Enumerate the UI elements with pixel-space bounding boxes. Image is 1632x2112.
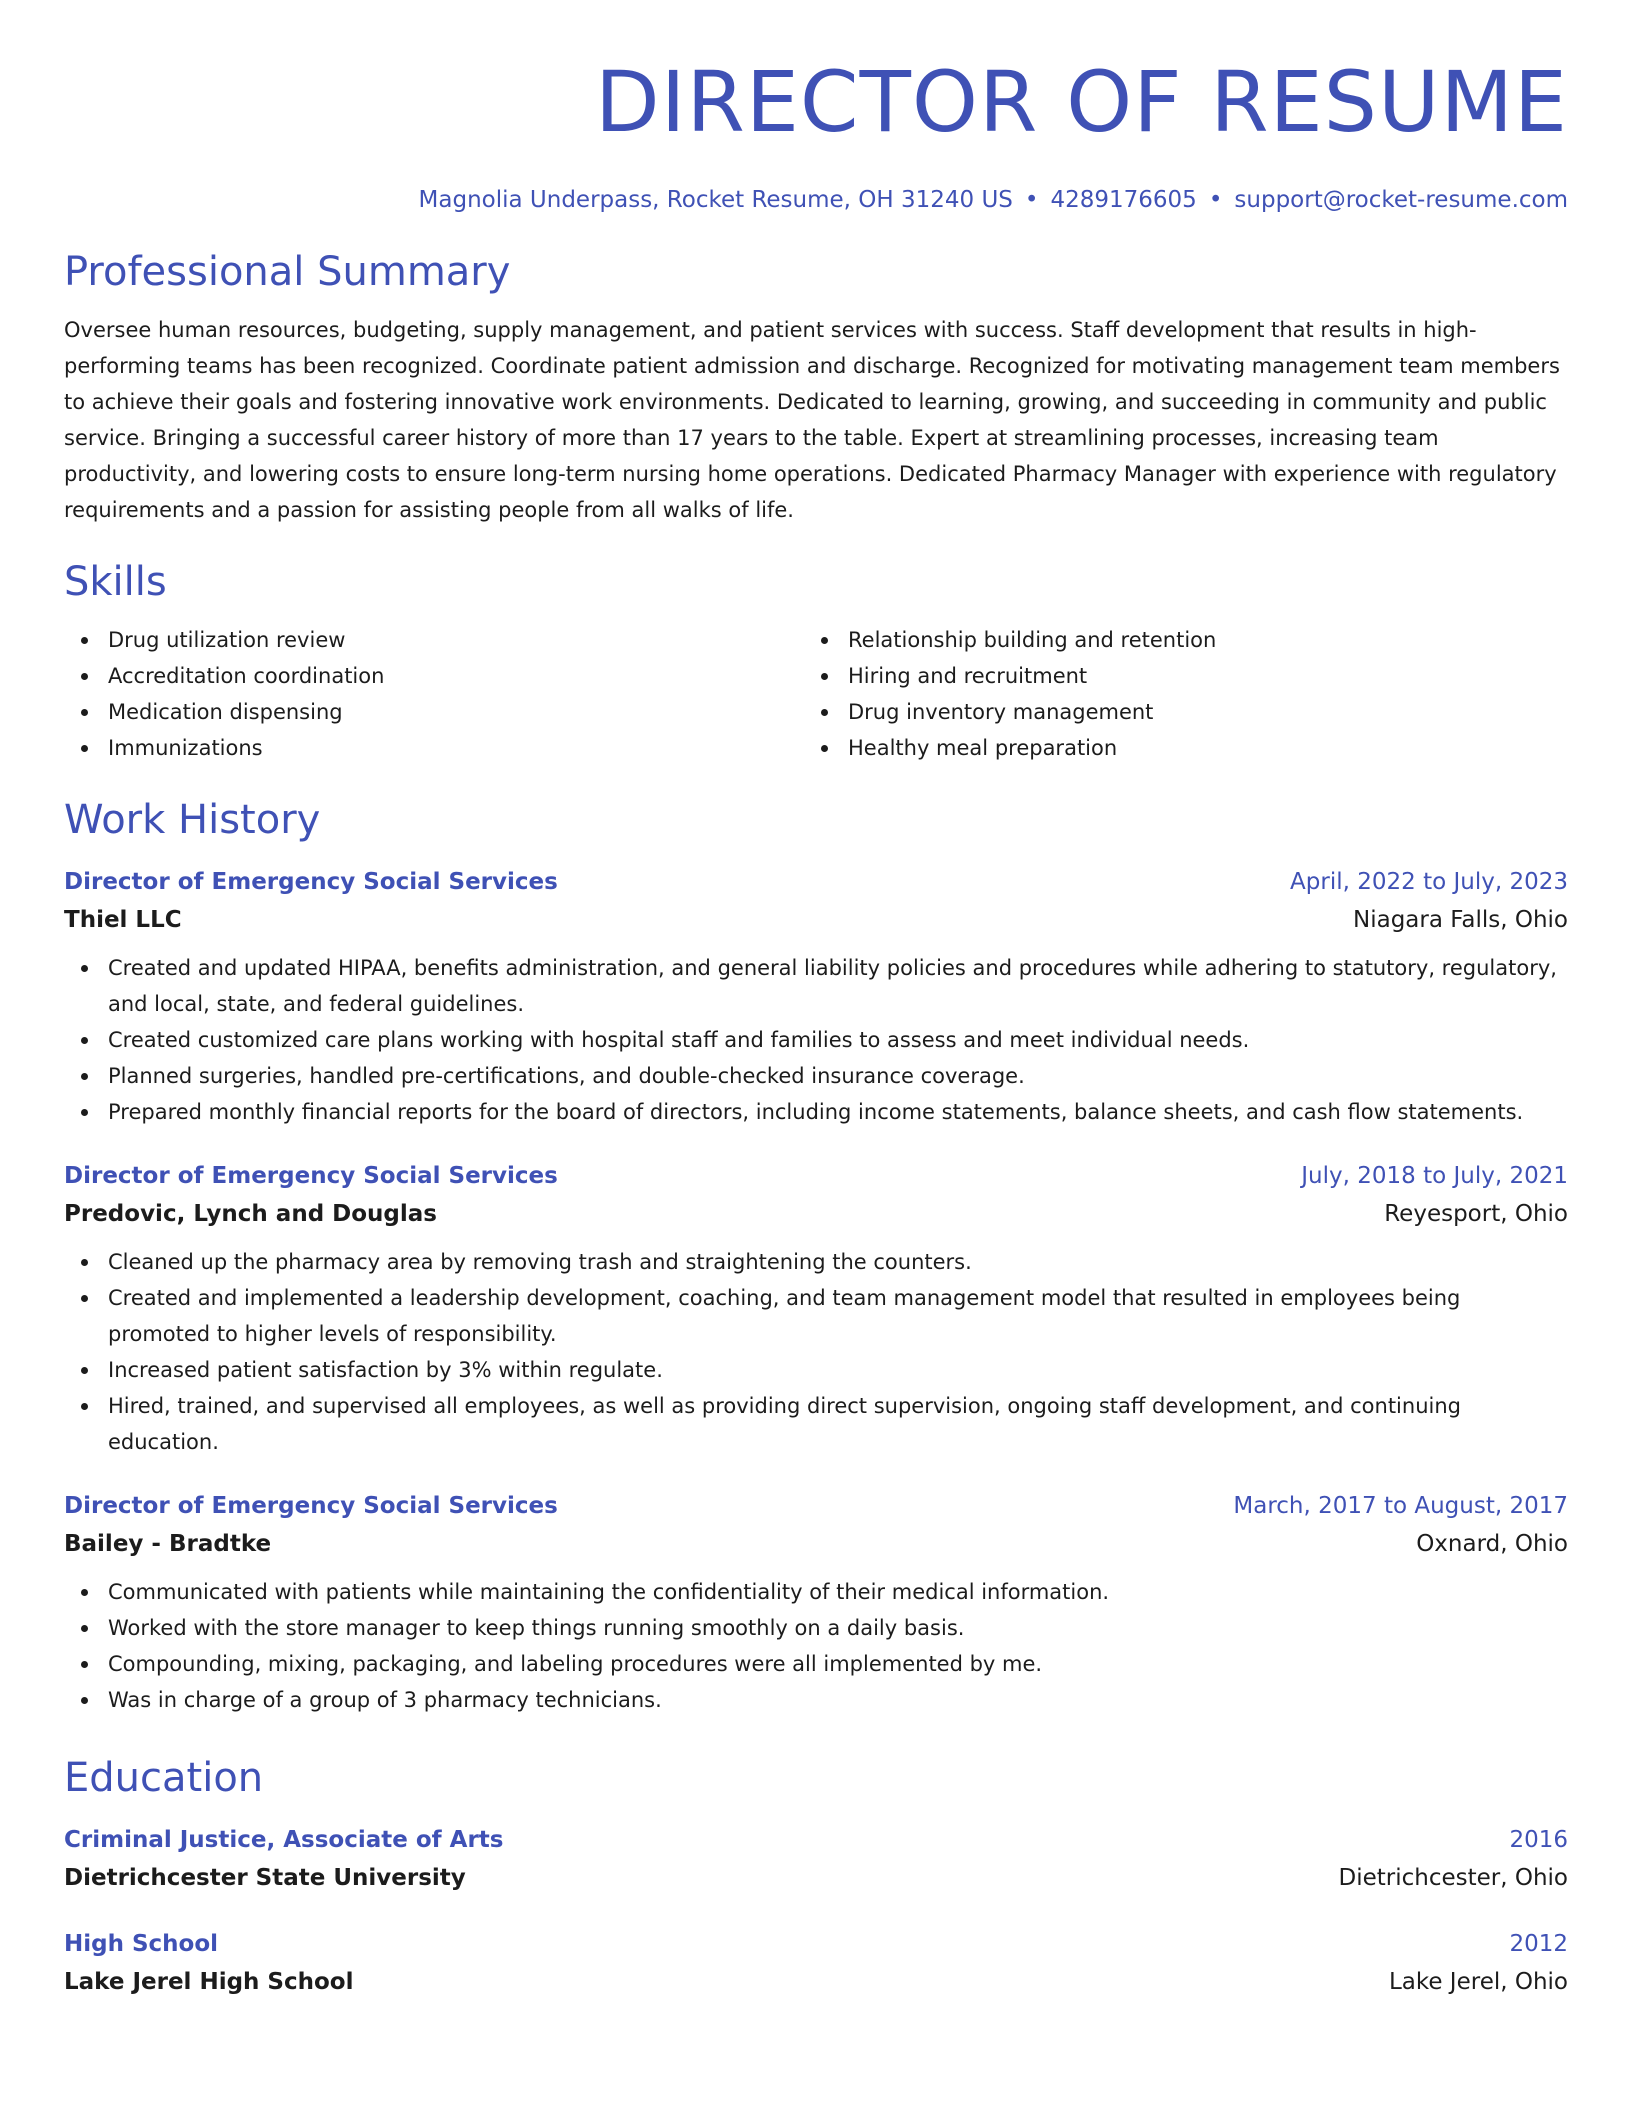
skill-item <box>804 658 1544 694</box>
job-bullet <box>64 950 1568 1022</box>
job-company: Bailey - Bradtke <box>64 1531 272 1557</box>
job-title: Director of Emergency Social Services <box>64 1493 558 1519</box>
job-company-row <box>64 1196 1568 1232</box>
education-school: Dietrichcester State University <box>64 1865 466 1891</box>
job-bullet-text: Was in charge of a group of 3 pharmacy technicians. <box>108 1688 662 1712</box>
job-bullet <box>64 1352 1568 1388</box>
section-title-education: Education <box>64 1755 264 1801</box>
job-bullet-text: Created customized care plans working with hospital staff and families to assess and meet individual needs. <box>108 1028 1250 1052</box>
education-entry <box>64 1822 1568 1896</box>
bullet-dot-icon <box>821 673 828 680</box>
education-year: 2012 <box>1509 1931 1568 1957</box>
education-school-row <box>64 1964 1568 2000</box>
job-entry <box>64 1488 1568 1718</box>
bullet-dot-icon <box>821 709 828 716</box>
skill-item <box>804 730 1544 766</box>
skills-column-right <box>804 622 1544 766</box>
education-year: 2016 <box>1509 1827 1568 1853</box>
job-bullet-text: Planned surgeries, handled pre-certifications, and double-checked insurance coverage. <box>108 1064 1025 1088</box>
job-company: Predovic, Lynch and Douglas <box>64 1201 437 1227</box>
skill-item <box>64 694 804 730</box>
job-header-row <box>64 1488 1568 1524</box>
job-bullets <box>64 1244 1568 1460</box>
bullet-dot-icon <box>81 1697 88 1704</box>
education-entry <box>64 1926 1568 2000</box>
job-bullet <box>64 1280 1568 1352</box>
contact-separator: • <box>1208 187 1223 213</box>
bullet-dot-icon <box>81 1259 88 1266</box>
bullet-dot-icon <box>81 673 88 680</box>
bullet-dot-icon <box>821 745 828 752</box>
job-company-row <box>64 902 1568 938</box>
skill-label: Relationship building and retention <box>848 628 1217 652</box>
professional-summary-section <box>64 246 1568 528</box>
education-school: Lake Jerel High School <box>64 1969 354 1995</box>
bullet-dot-icon <box>821 637 828 644</box>
job-bullet-text: Hired, trained, and supervised all employees, as well as providing direct supervision, ongoing staff development, and continuing education. <box>108 1394 1461 1454</box>
summary-text: Oversee human resources, budgeting, supply management, and patient services with success. Staff development that results in high-performing teams has been recognized. Coordinate patient admission and discharge. Recognized for motivating management team members to achieve their goals and fostering innovative work environments. Dedicated to learning, growing, and succeeding in community and public service. Bringing a successful career history of more than 17 years to the table. Expert at streamlining processes, increasing team productivity, and lowering costs to ensure long-term nursing home operations. Dedicated Pharmacy Manager with experience with regulatory requirements and a passion for assisting people from all walks of life. <box>64 318 1560 522</box>
section-title-skills: Skills <box>64 559 167 605</box>
job-title: Director of Emergency Social Services <box>64 869 558 895</box>
job-entry <box>64 1158 1568 1460</box>
bullet-dot-icon <box>81 709 88 716</box>
education-header-row <box>64 1926 1568 1962</box>
job-bullet <box>64 1094 1568 1130</box>
bullet-dot-icon <box>81 637 88 644</box>
skill-label: Drug utilization review <box>108 628 346 652</box>
job-entry <box>64 864 1568 1130</box>
section-title-work-history: Work History <box>64 797 321 843</box>
education-degree: High School <box>64 1931 219 1957</box>
job-bullet-text: Prepared monthly financial reports for the board of directors, including income statements, balance sheets, and cash flow statements. <box>108 1100 1524 1124</box>
job-header-row <box>64 864 1568 900</box>
bullet-dot-icon <box>81 965 88 972</box>
work-history-section <box>64 794 1568 1718</box>
skills-column-left <box>64 622 804 766</box>
job-dates: March, 2017 to August, 2017 <box>1233 1493 1568 1519</box>
job-bullet <box>64 1646 1568 1682</box>
bullet-dot-icon <box>81 1073 88 1080</box>
education-school-row <box>64 1860 1568 1896</box>
job-bullet <box>64 1682 1568 1718</box>
job-bullet <box>64 1388 1568 1460</box>
contact-separator: • <box>1024 187 1039 213</box>
job-bullet-text: Compounding, mixing, packaging, and labeling procedures were all implemented by me. <box>108 1652 1043 1676</box>
skill-label: Drug inventory management <box>848 700 1154 724</box>
contact-phone: 4289176605 <box>1050 187 1197 213</box>
job-company-row <box>64 1526 1568 1562</box>
skills-section <box>64 556 1568 766</box>
skills-grid <box>64 622 1568 766</box>
skill-label: Hiring and recruitment <box>848 664 1088 688</box>
job-company: Thiel LLC <box>64 907 182 933</box>
education-location: Lake Jerel, Ohio <box>1388 1969 1568 1995</box>
bullet-dot-icon <box>81 1037 88 1044</box>
resume-header <box>64 52 1568 216</box>
education-location: Dietrichcester, Ohio <box>1338 1865 1568 1891</box>
skill-label: Accreditation coordination <box>108 664 385 688</box>
job-dates: April, 2022 to July, 2023 <box>1290 869 1568 895</box>
education-header-row <box>64 1822 1568 1858</box>
job-bullet <box>64 1574 1568 1610</box>
job-bullets <box>64 1574 1568 1718</box>
contact-line <box>64 184 1568 216</box>
education-degree: Criminal Justice, Associate of Arts <box>64 1827 504 1853</box>
job-bullet-text: Communicated with patients while maintaining the confidentiality of their medical information. <box>108 1580 1110 1604</box>
job-bullet-text: Worked with the store manager to keep things running smoothly on a daily basis. <box>108 1616 965 1640</box>
job-dates: July, 2018 to July, 2021 <box>1301 1163 1568 1189</box>
bullet-dot-icon <box>81 745 88 752</box>
skill-label: Medication dispensing <box>108 700 343 724</box>
bullet-dot-icon <box>81 1295 88 1302</box>
section-title-summary: Professional Summary <box>64 249 511 295</box>
job-bullets <box>64 950 1568 1130</box>
job-bullet-text: Increased patient satisfaction by 3% within regulate. <box>108 1358 663 1382</box>
skill-item <box>804 694 1544 730</box>
job-bullet-text: Created and implemented a leadership development, coaching, and team management model that resulted in employees being promoted to higher levels of responsibility. <box>108 1286 1461 1346</box>
bullet-dot-icon <box>81 1661 88 1668</box>
job-bullet-text: Cleaned up the pharmacy area by removing trash and straightening the counters. <box>108 1250 972 1274</box>
skill-label: Healthy meal preparation <box>848 736 1118 760</box>
skill-item <box>64 658 804 694</box>
job-bullet <box>64 1610 1568 1646</box>
job-location: Oxnard, Ohio <box>1416 1531 1568 1557</box>
job-location: Niagara Falls, Ohio <box>1353 907 1568 933</box>
job-bullet-text: Created and updated HIPAA, benefits administration, and general liability policies and procedures while adhering to statutory, regulatory, and local, state, and federal guidelines. <box>108 956 1557 1016</box>
job-bullet <box>64 1244 1568 1280</box>
skill-item <box>804 622 1544 658</box>
contact-email: support@rocket-resume.com <box>1234 187 1568 213</box>
job-location: Reyesport, Ohio <box>1384 1201 1568 1227</box>
bullet-dot-icon <box>81 1403 88 1410</box>
job-title: Director of Emergency Social Services <box>64 1163 558 1189</box>
job-bullet <box>64 1022 1568 1058</box>
bullet-dot-icon <box>81 1589 88 1596</box>
bullet-dot-icon <box>81 1625 88 1632</box>
skill-item <box>64 730 804 766</box>
job-bullet <box>64 1058 1568 1094</box>
candidate-name: DIRECTOR OF RESUME <box>595 53 1568 151</box>
bullet-dot-icon <box>81 1367 88 1374</box>
skill-label: Immunizations <box>108 736 263 760</box>
bullet-dot-icon <box>81 1109 88 1116</box>
skill-item <box>64 622 804 658</box>
contact-address: Magnolia Underpass, Rocket Resume, OH 31240 US <box>418 187 1013 213</box>
job-header-row <box>64 1158 1568 1194</box>
education-section <box>64 1752 1568 2000</box>
